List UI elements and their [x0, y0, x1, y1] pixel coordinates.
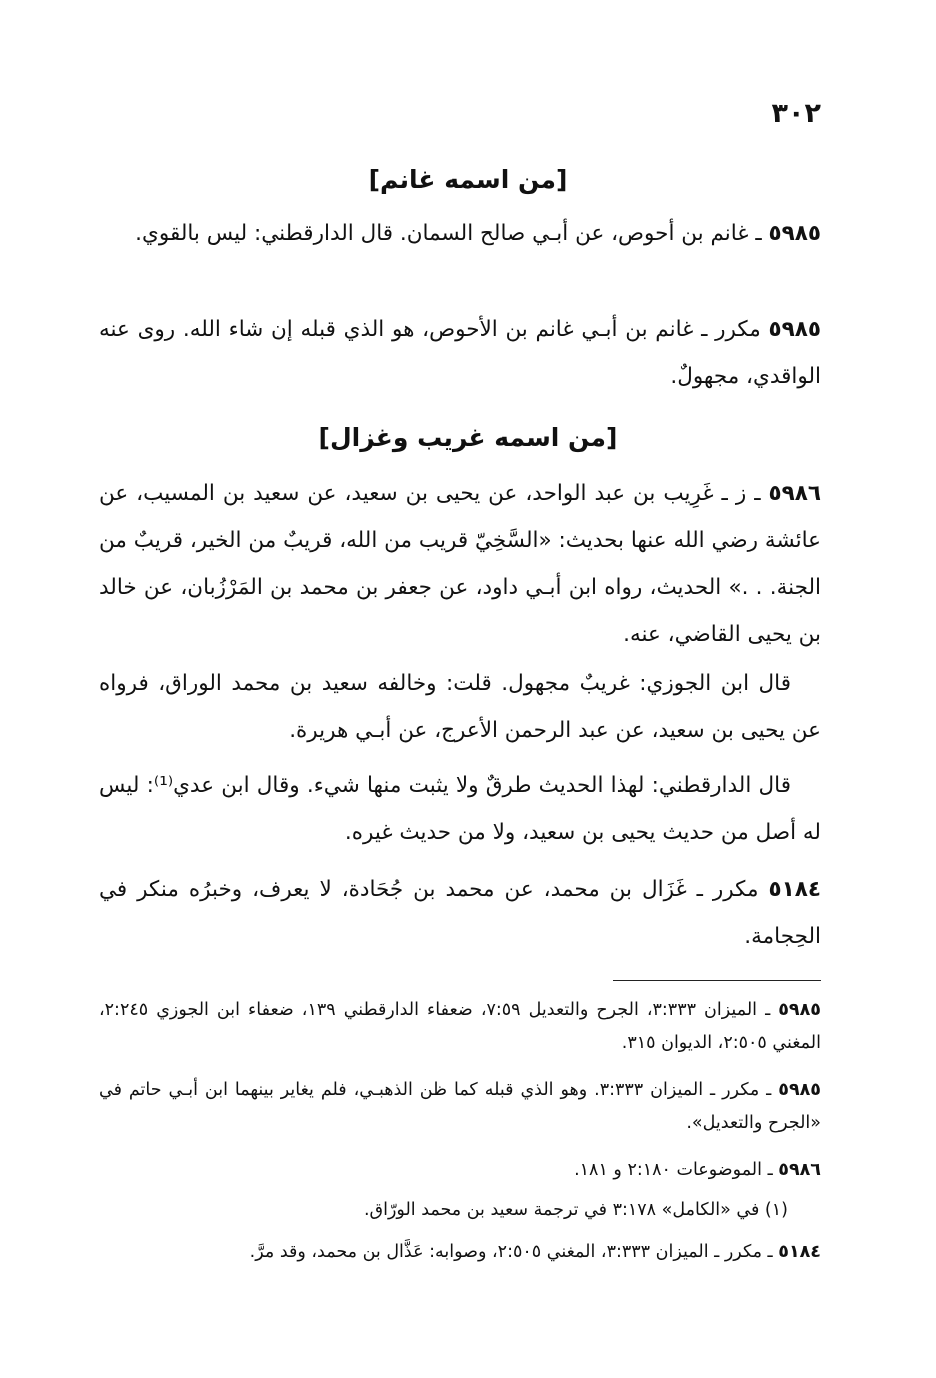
footnote-text: ـ مكرر ـ الميزان ٣:٣٣٣، المغني ٢:٥٠٥، وصوابه: عَذَّال بن محمد، وقد مرَّ. — [249, 1242, 779, 1262]
entry-paragraph — [99, 866, 821, 960]
footnote-entry — [99, 1236, 821, 1269]
commentary-paragraph — [99, 660, 821, 754]
commentary-text: قال ابن الجوزي: غريبٌ مجهول. قلت: وخالفه سعيد بن محمد الوراق، فرواه عن يحيى بن سعيد، عن عبد الرحمن الأعرج، عن أبـي هريرة. — [99, 671, 821, 743]
footnote-note — [98, 1194, 788, 1227]
footnote-number: ٥١٨٤ — [778, 1242, 821, 1262]
entry-number: ٥١٨٤ — [768, 877, 821, 902]
entry-paragraph — [99, 306, 821, 400]
page-number: ٣٠٢ — [771, 98, 821, 129]
section-heading-gharib: [من اسمه غريب وغزال] — [318, 423, 618, 452]
footnote-text: ـ الموضوعات ٢:١٨٠ و ١٨١. — [574, 1160, 779, 1180]
commentary-text: قال الدارقطني: لهذا الحديث طرقٌ ولا يثبت منها شيء. وقال ابن عدي⁽¹⁾: ليس له أصل من حديث يحيى بن سعيد، ولا من حديث غيره. — [99, 773, 821, 845]
entry-paragraph — [99, 470, 821, 658]
entry-text: ـ ز ـ غَرِيب بن عبد الواحد، عن يحيى بن سعيد، عن سعيد بن المسيب، عن عائشة رضي الله عنها بحديث: «السَّخِيّ قريب من الله، قريبٌ من الخير، قريبٌ من الجنة. . .» الحديث، رواه ابن أبـي داود، عن جعفر بن محمد بن المَرْزُبان، عن خالد بن يحيى القاضي، عنه. — [99, 481, 821, 647]
footnote-entry — [99, 994, 821, 1060]
footnote-text: ـ مكرر ـ الميزان ٣:٣٣٣. وهو الذي قبله كما ظن الذهبـي، فلم يغاير بينهما ابن أبـي حاتم في «الجرح والتعديل». — [99, 1080, 821, 1133]
entry-number: ٥٩٨٦ — [768, 481, 821, 506]
footnote-number: ٥٩٨٥ — [778, 1000, 821, 1020]
entry-number: ٥٩٨٥ — [768, 221, 821, 246]
footnote-divider — [613, 980, 821, 981]
footnote-number: ٥٩٨٥ — [778, 1080, 821, 1100]
entry-paragraph — [99, 210, 821, 257]
footnote-note-text: (١) في «الكامل» ٣:١٧٨ في ترجمة سعيد بن محمد الورّاق. — [363, 1200, 788, 1220]
entry-number: ٥٩٨٥ — [768, 317, 821, 342]
entry-text: ـ غانم بن أحوص، عن أبـي صالح السمان. قال الدارقطني: ليس بالقوي. — [135, 221, 769, 246]
footnote-entry — [99, 1074, 821, 1140]
section-heading-ghanim: [من اسمه غانم] — [368, 165, 568, 194]
entry-text: مكرر ـ غَزَال بن محمد، عن محمد بن جُحَادة، لا يعرف، وخبرُه منكر في الحِجامة. — [99, 877, 821, 949]
footnote-entry — [99, 1154, 821, 1187]
footnote-text: ـ الميزان ٣:٣٣٣، الجرح والتعديل ٧:٥٩، ضعفاء الدارقطني ١٣٩، ضعفاء ابن الجوزي ٢:٢٤٥، المغني ٢:٥٠٥، الديوان ٣١٥. — [99, 1000, 821, 1053]
commentary-paragraph — [99, 762, 821, 856]
footnote-number: ٥٩٨٦ — [778, 1160, 821, 1180]
entry-text: مكرر ـ غانم بن أبـي غانم بن الأحوص، هو الذي قبله إن شاء الله. روى عنه الواقدي، مجهولٌ. — [99, 317, 821, 389]
